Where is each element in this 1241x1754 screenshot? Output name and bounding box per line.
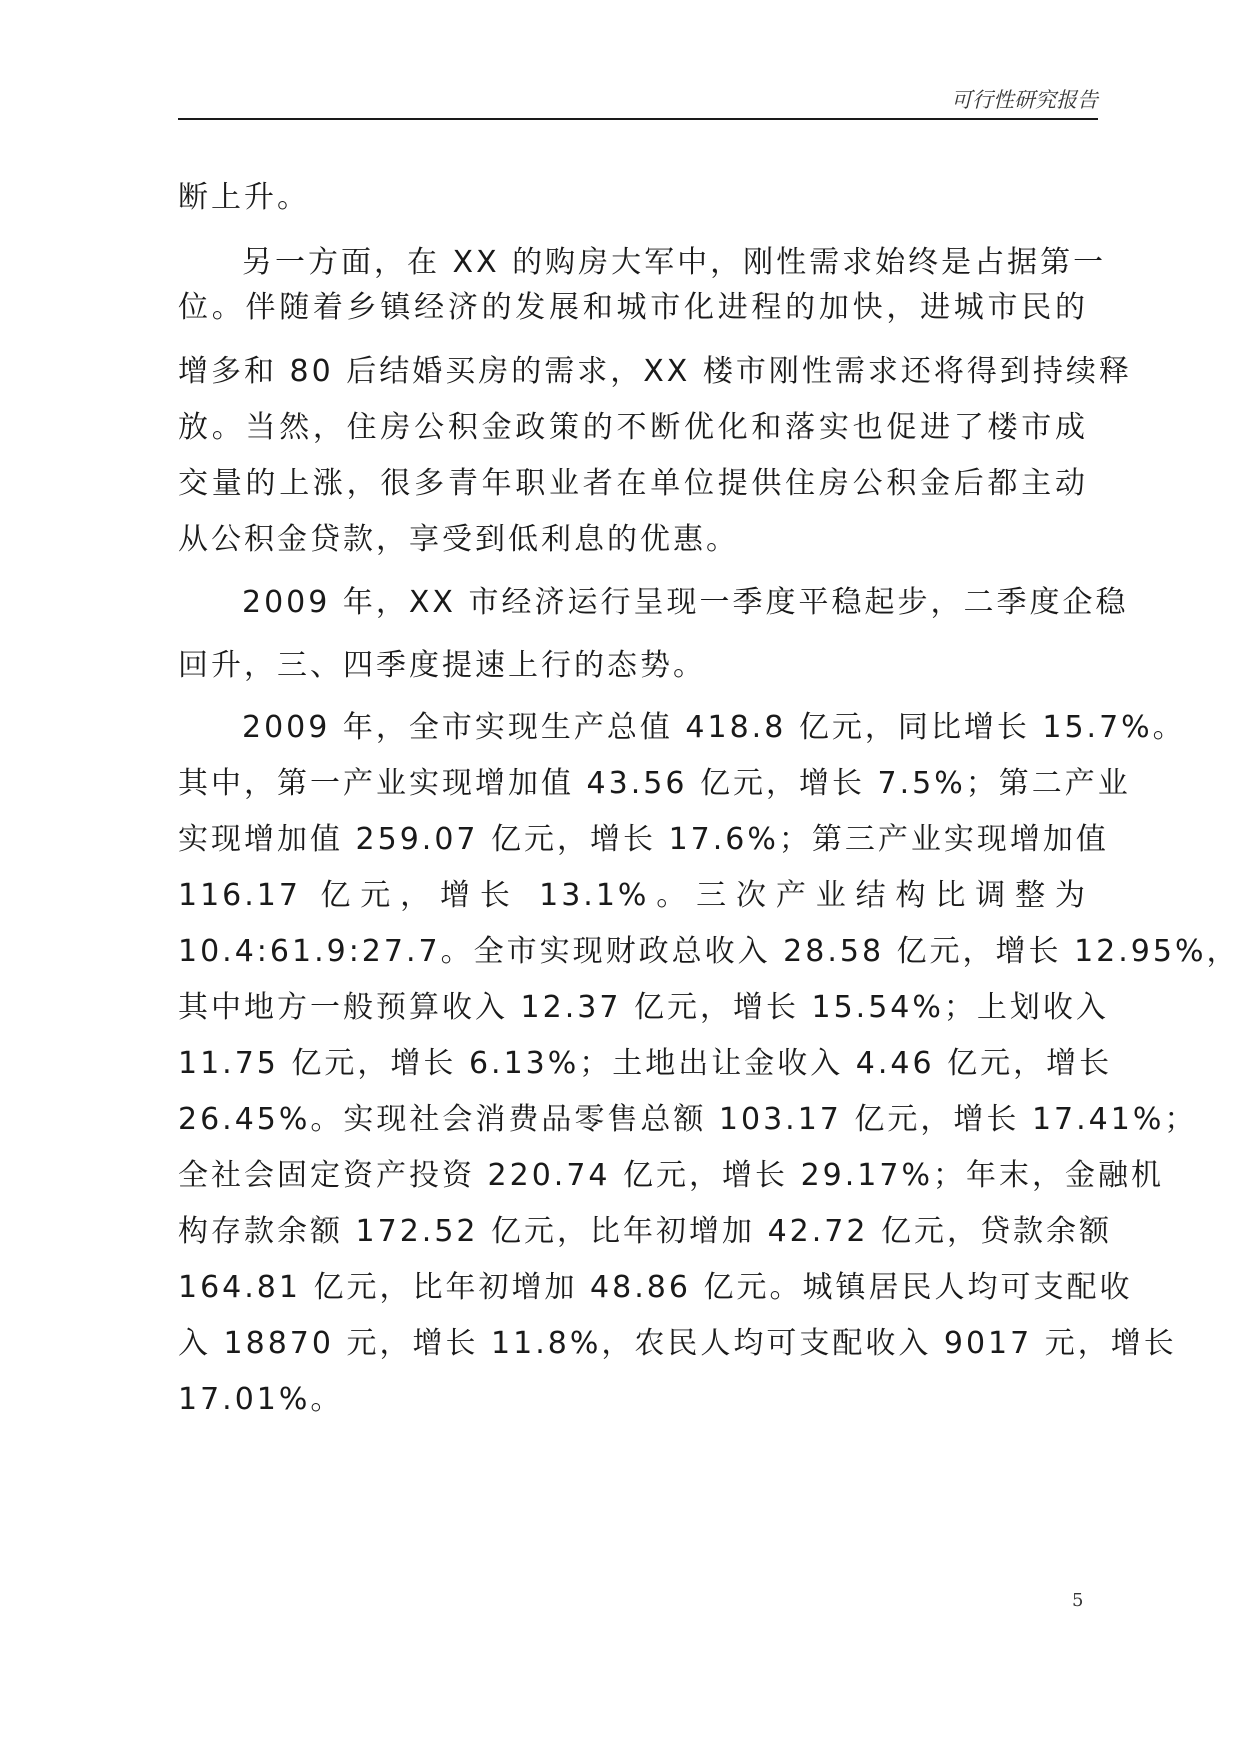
text-line: 164.81 亿元，比年初增加 48.86 亿元。城镇居民人均可支配收: [178, 1270, 1133, 1305]
text-line: 116.17 亿元，增长 13.1%。三次产业结构比调整为: [178, 878, 1088, 913]
header-rule: [178, 118, 1098, 120]
text-line: 构存款余额 172.52 亿元，比年初增加 42.72 亿元，贷款余额: [178, 1214, 1112, 1249]
text-line: 17.01%。: [178, 1382, 344, 1417]
text-line: 11.75 亿元，增长 6.13%；土地出让金收入 4.46 亿元，增长: [178, 1046, 1113, 1081]
text-line: 交量的上涨，很多青年职业者在单位提供住房公积金后都主动: [178, 466, 1088, 501]
text-line: 断上升。: [178, 180, 310, 215]
text-line: 入 18870 元，增长 11.8%，农民人均可支配收入 9017 元，增长: [178, 1326, 1177, 1361]
text-line: 另一方面，在 XX 的购房大军中，刚性需求始终是占据第一: [242, 245, 1107, 280]
text-line: 位。伴随着乡镇经济的发展和城市化进程的加快，进城市民的: [178, 290, 1088, 325]
text-line: 其中，第一产业实现增加值 43.56 亿元，增长 7.5%；第二产业: [178, 766, 1131, 801]
text-line: 增多和 80 后结婚买房的需求，XX 楼市刚性需求还将得到持续释: [178, 354, 1132, 389]
text-line: 从公积金贷款，享受到低利息的优惠。: [178, 522, 739, 557]
text-line: 其中地方一般预算收入 12.37 亿元，增长 15.54%；上划收入: [178, 990, 1109, 1025]
text-line: 2009 年，XX 市经济运行呈现一季度平稳起步，二季度企稳: [242, 585, 1129, 620]
text-line: 回升，三、四季度提速上行的态势。: [178, 648, 706, 683]
text-line: 放。当然，住房公积金政策的不断优化和落实也促进了楼市成: [178, 410, 1088, 445]
page-number: 5: [1072, 1590, 1084, 1611]
text-line: 全社会固定资产投资 220.74 亿元，增长 29.17%；年末，金融机: [178, 1158, 1164, 1193]
text-line: 实现增加值 259.07 亿元，增长 17.6%；第三产业实现增加值: [178, 822, 1109, 857]
running-header-title: 可行性研究报告: [951, 88, 1098, 112]
text-line: 10.4:61.9:27.7。全市实现财政总收入 28.58 亿元，增长 12.95%，: [178, 934, 1240, 969]
text-line: 26.45%。实现社会消费品零售总额 103.17 亿元，增长 17.41%；: [178, 1102, 1198, 1137]
text-line: 2009 年，全市实现生产总值 418.8 亿元，同比增长 15.7%。: [242, 710, 1186, 745]
